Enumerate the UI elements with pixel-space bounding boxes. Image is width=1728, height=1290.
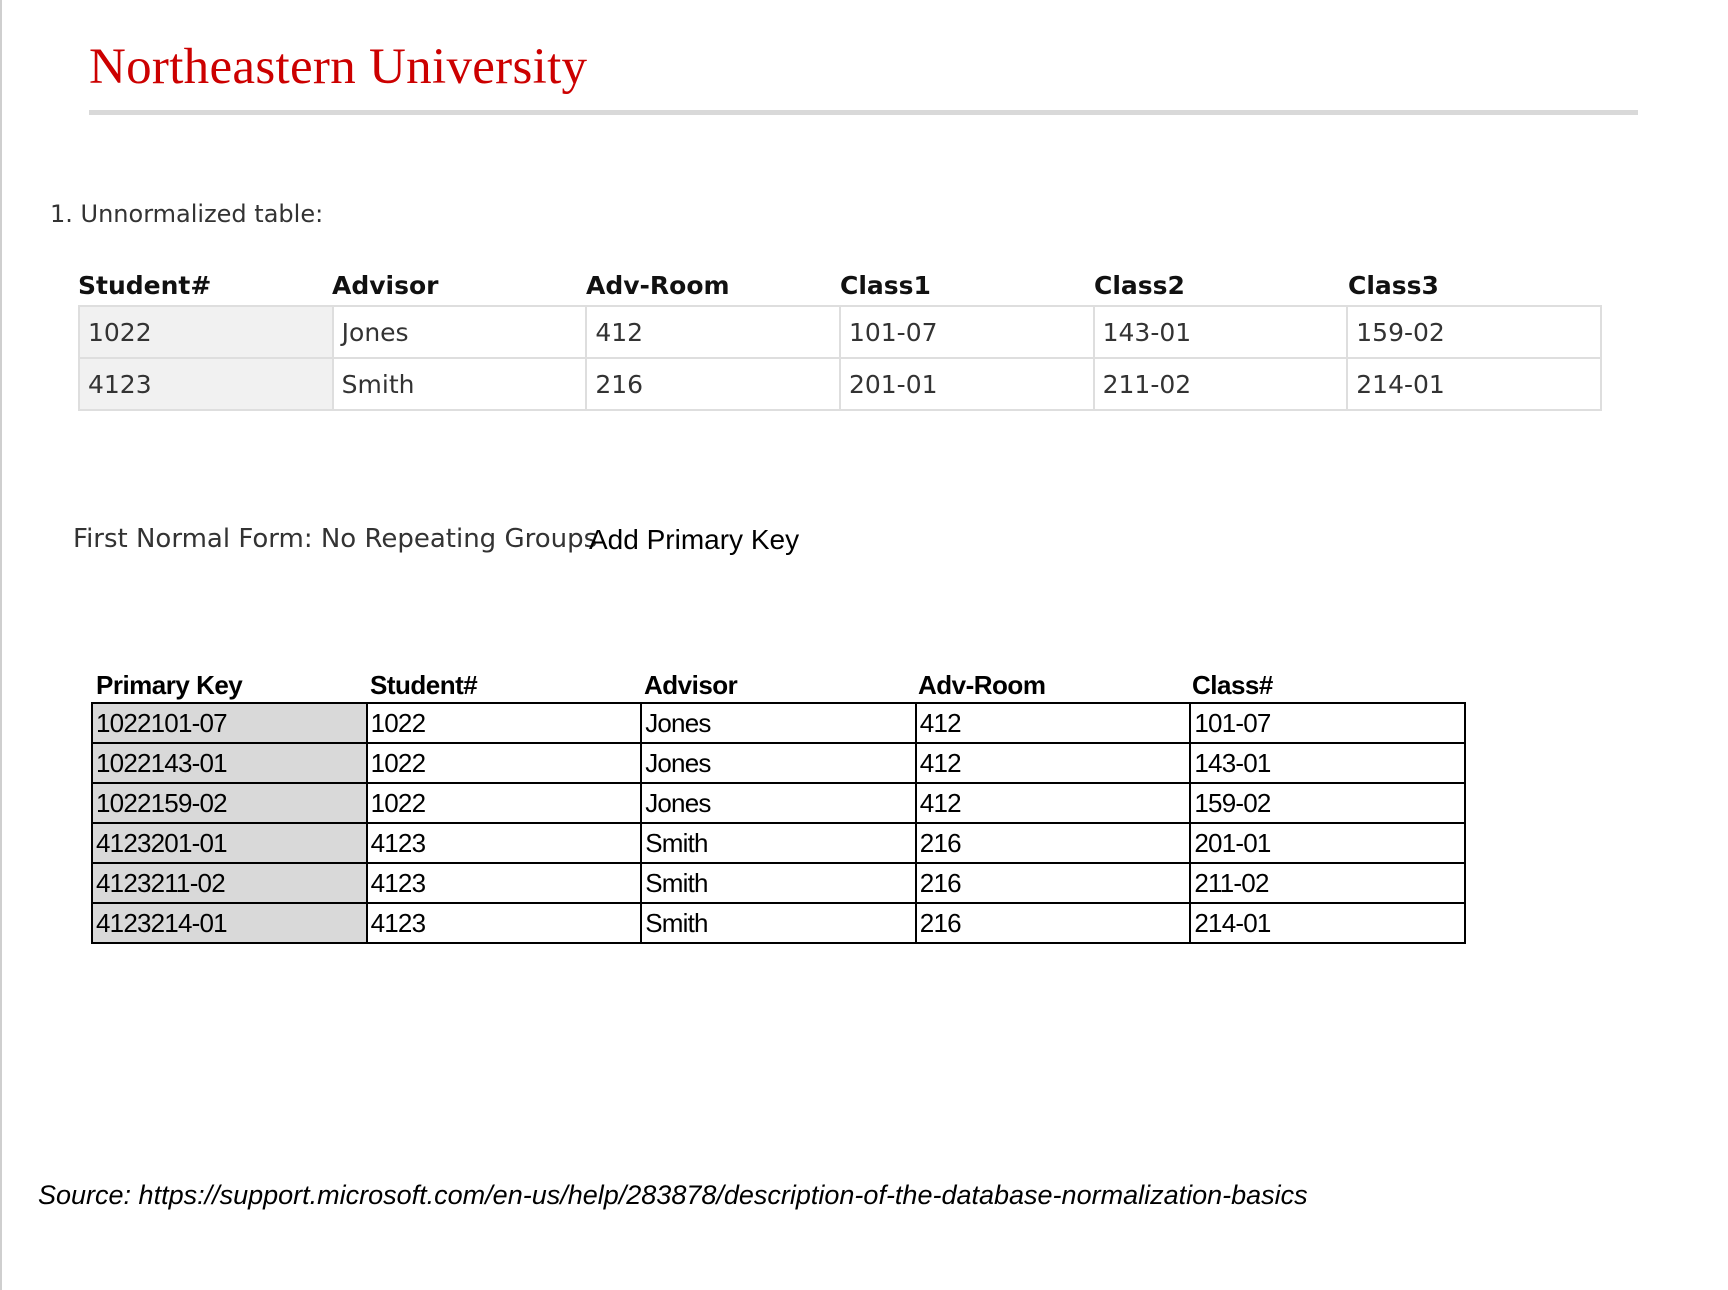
table-cell: 1022 (367, 703, 642, 743)
table-cell: 101-07 (840, 306, 1094, 358)
table-cell: Jones (641, 743, 916, 783)
table-cell: Jones (641, 703, 916, 743)
table-cell: 4123 (79, 358, 333, 410)
primary-key-cell: 4123214-01 (92, 903, 367, 943)
table-cell: 201-01 (1190, 823, 1465, 863)
column-header: Class2 (1094, 271, 1185, 300)
table-row (92, 783, 1465, 823)
column-header: Primary Key (96, 670, 243, 700)
column-header: Adv-Room (918, 670, 1046, 700)
table-cell: 412 (586, 306, 840, 358)
table-row (92, 703, 1465, 743)
table-cell: 216 (916, 863, 1191, 903)
table-cell: 143-01 (1094, 306, 1348, 358)
page-edge (0, 0, 2, 1290)
normalized-table (91, 702, 1466, 944)
table-cell: 412 (916, 783, 1191, 823)
table-cell: 101-07 (1190, 703, 1465, 743)
table-cell: Jones (641, 783, 916, 823)
table-cell: 143-01 (1190, 743, 1465, 783)
table-cell: 216 (586, 358, 840, 410)
column-header: Student# (370, 670, 478, 700)
table-row (92, 823, 1465, 863)
table-cell: 159-02 (1347, 306, 1601, 358)
primary-key-cell: 1022159-02 (92, 783, 367, 823)
table-cell: 211-02 (1190, 863, 1465, 903)
table-cell: 1022 (79, 306, 333, 358)
header-divider (89, 110, 1638, 115)
primary-key-cell: 4123211-02 (92, 863, 367, 903)
table-cell: 4123 (367, 863, 642, 903)
source-citation: Source: https://support.microsoft.com/en-us/help/283878/description-of-the-database-normalization-basics (38, 1180, 1308, 1210)
table-cell: 4123 (367, 903, 642, 943)
table-cell: 216 (916, 903, 1191, 943)
column-header: Student# (78, 271, 212, 300)
add-primary-key-label: Add Primary Key (589, 524, 800, 555)
table-cell: Jones (333, 306, 587, 358)
table-row (92, 863, 1465, 903)
table-cell: 214-01 (1190, 903, 1465, 943)
table-cell: 412 (916, 743, 1191, 783)
column-header: Class1 (840, 271, 931, 300)
table-cell: 201-01 (840, 358, 1094, 410)
table-cell: Smith (641, 823, 916, 863)
column-header: Class3 (1348, 271, 1439, 300)
unnormalized-table-header (78, 271, 1602, 300)
table-cell: 1022 (367, 743, 642, 783)
table-cell: 412 (916, 703, 1191, 743)
table-cell: 159-02 (1190, 783, 1465, 823)
table-cell: Smith (641, 863, 916, 903)
table-cell: 216 (916, 823, 1191, 863)
first-normal-form-label: First Normal Form: No Repeating Groups (73, 524, 598, 554)
university-logo-text: Northeastern University (89, 39, 588, 95)
table-row (79, 358, 1601, 410)
table-cell: Smith (641, 903, 916, 943)
table-cell: 214-01 (1347, 358, 1601, 410)
primary-key-cell: 1022101-07 (92, 703, 367, 743)
table-row (92, 903, 1465, 943)
table-row (79, 306, 1601, 358)
primary-key-cell: 1022143-01 (92, 743, 367, 783)
column-header: Advisor (332, 271, 439, 300)
column-header: Advisor (644, 670, 738, 700)
table-cell: Smith (333, 358, 587, 410)
table-cell: 1022 (367, 783, 642, 823)
column-header: Adv-Room (586, 271, 730, 300)
table-cell: 211-02 (1094, 358, 1348, 410)
normalized-table-header (96, 670, 1466, 701)
unnormalized-table (78, 305, 1602, 411)
column-header: Class# (1192, 670, 1273, 700)
table-cell: 4123 (367, 823, 642, 863)
primary-key-cell: 4123201-01 (92, 823, 367, 863)
section-heading: 1. Unnormalized table: (50, 200, 324, 228)
table-row (92, 743, 1465, 783)
